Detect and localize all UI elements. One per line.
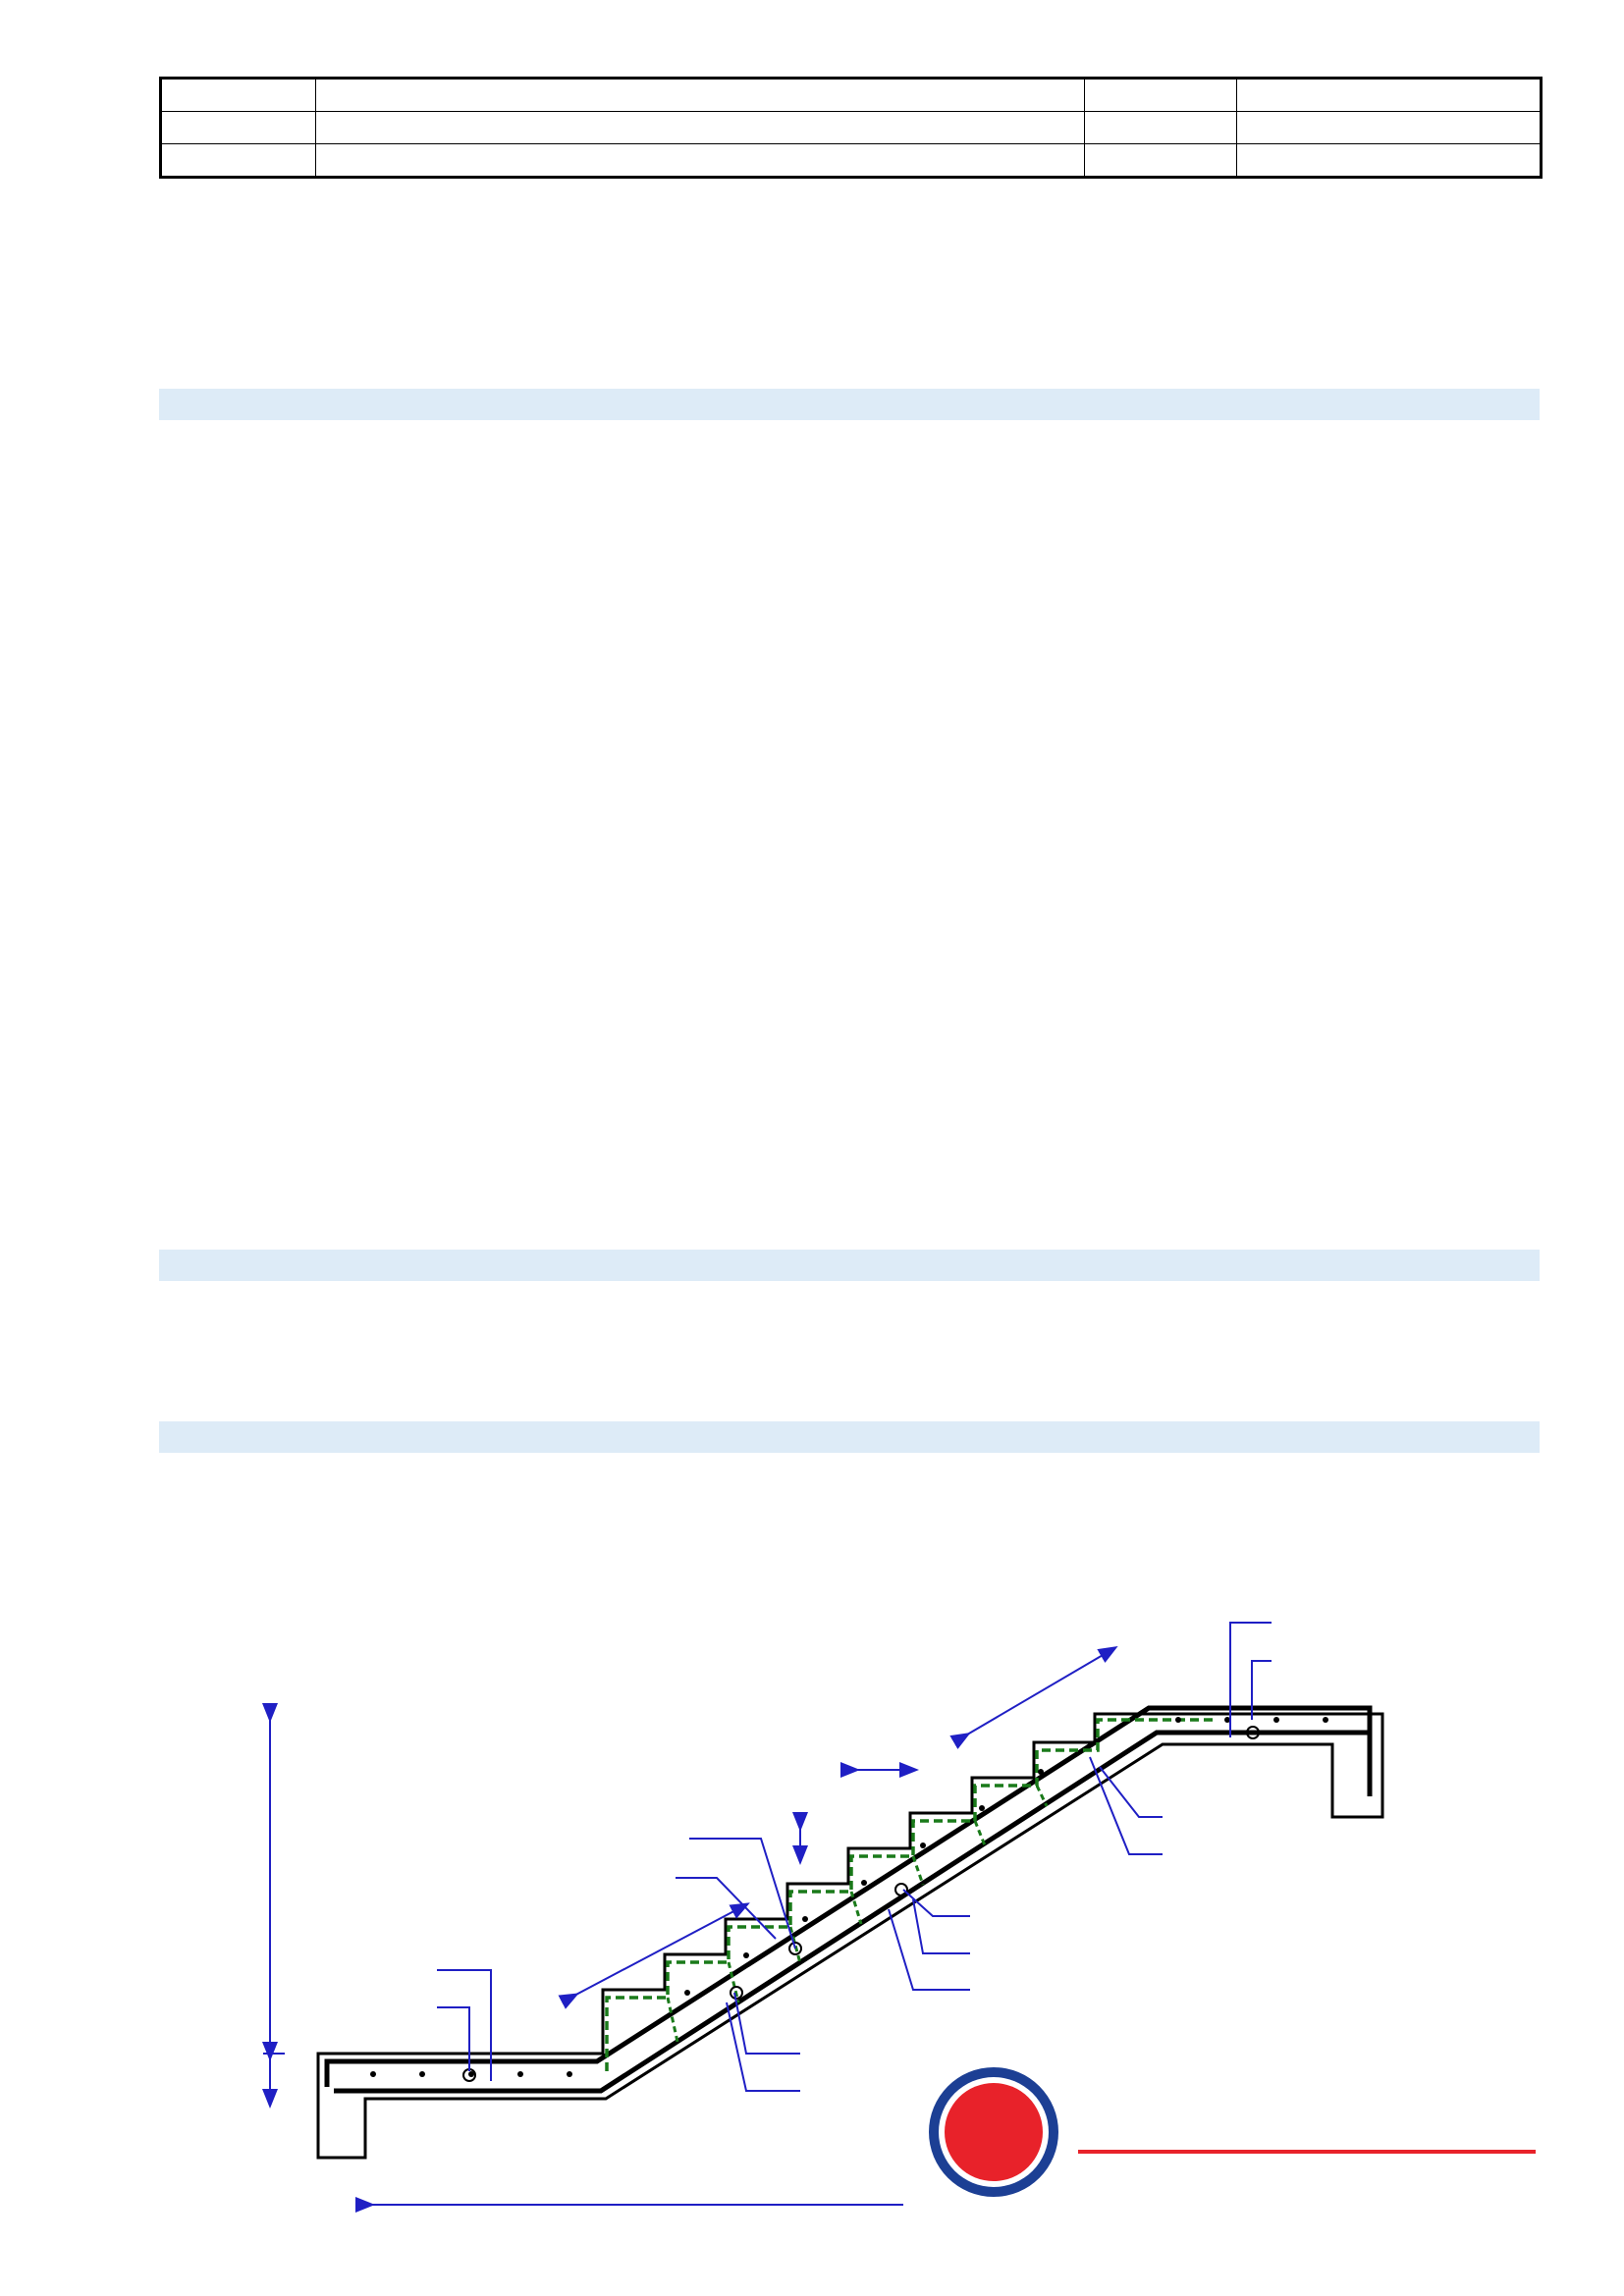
logo-divider <box>1078 2150 1536 2154</box>
logo-red-disc <box>945 2083 1043 2181</box>
company-logo <box>929 2067 1536 2197</box>
dimension-lines <box>263 1623 1272 2205</box>
